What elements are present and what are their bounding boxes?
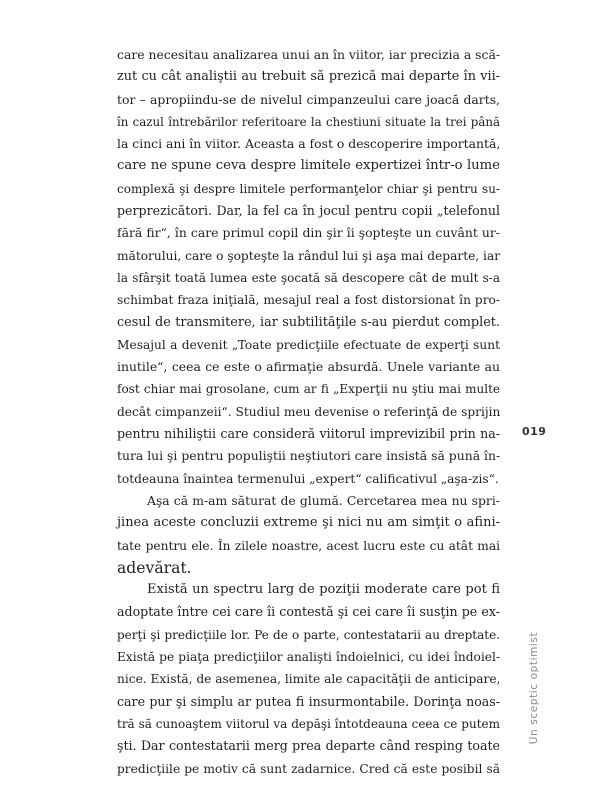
text-line: Aşa că m-am săturat de glumă. Cercetarea mea nu spri- (147, 492, 500, 508)
text-line: pentru nihiliştii care consideră viitorul imprevizibil prin na- (117, 426, 500, 442)
page-number: 019 (522, 425, 547, 438)
text-line: perprezicători. Dar, la fel ca în jocul pentru copii „telefonul (117, 203, 500, 219)
body-text (117, 44, 500, 780)
text-line: totdeauna înaintea termenului „expert“ calificativul „aşa-zis“. (117, 471, 499, 486)
text-line: adevărat. (117, 558, 192, 577)
text-line: nice. Există, de asemenea, limite ale capacităţii de anticipare, (117, 672, 501, 687)
text-line: tră să cunoaştem viitorul va depăşi întotdeauna ceea ce putem (117, 716, 500, 731)
running-title: Un sceptic optimist (528, 631, 540, 745)
text-line: tate pentru ele. În zilele noastre, acest lucru este cu atât mai (117, 538, 500, 553)
text-line: tor – apropiindu-se de nivelul cimpanzeului care joacă darts, (117, 91, 500, 107)
text-line: perţi şi predicţiile lor. Pe de o parte, contestatarii au dreptate. (117, 627, 500, 642)
paragraph (117, 44, 500, 490)
text-line: inutile“, ceea ce este o afirmaţie absurdă. Unele variante au (117, 359, 500, 375)
text-line: în cazul întrebărilor referitoare la chestiuni situate la trei până (117, 114, 500, 129)
text-line: Mesajul a devenit „Toate predicţiile efectuate de experţi sunt (117, 337, 500, 352)
text-line: cesul de transmitere, iar subtilităţile s-au pierdut complet. (117, 314, 500, 330)
text-line: şti. Dar contestatarii merg prea departe când resping toate (117, 738, 500, 754)
text-line: complexă şi despre limitele performanţelor chiar şi pentru su- (117, 181, 500, 196)
text-line: Există un spectru larg de poziţii moderate care pot fi (147, 582, 500, 598)
text-line: fără fir“, în care primul copil din şir îi şopteşte un cuvânt ur- (117, 225, 500, 241)
text-line: care necesitau analizarea unui an în viitor, iar precizia a scă- (117, 47, 501, 62)
text-line: decât cimpanzeii“. Studiul meu devenise o referinţă de sprijin (117, 404, 501, 419)
text-line: predicţiile pe motiv că sunt zadarnice. Cred că este posibil să (117, 761, 500, 776)
text-line: adoptate între cei care îi contestă şi cei care îi susţin pe ex- (117, 604, 500, 620)
text-line: schimbat fraza iniţială, mesajul real a fost distorsionat în pro- (117, 293, 500, 308)
text-line: fost chiar mai grosolane, cum ar fi „Experţii nu ştiu mai multe (117, 382, 500, 397)
paragraph (117, 579, 500, 780)
text-line: care pur şi simplu ar putea fi insurmontabile. Dorinţa noas- (117, 693, 500, 709)
text-line: jinea aceste concluzii extreme şi nici nu am simţit o afini- (117, 515, 500, 531)
text-line: care ne spune ceva despre limitele expertizei într-o lume (117, 158, 500, 174)
text-line: la sfârşit toată lumea este şocată să descopere cât de mult s-a (117, 270, 500, 285)
paragraph (117, 490, 500, 579)
text-line: tura lui şi pentru populiştii neştiutori care insistă să pună în- (117, 448, 501, 464)
text-line: Există pe piaţa predicţiilor analişti îndoielnici, cu idei îndoiel- (117, 650, 500, 665)
text-line: zut cu cât analiştii au trebuit să prezică mai departe în vii- (117, 69, 500, 85)
text-line: la cinci ani în viitor. Aceasta a fost o descoperire importantă, (117, 136, 501, 152)
text-line: mătorului, care o şopteşte la rândul lui şi aşa mai departe, iar (117, 248, 501, 263)
